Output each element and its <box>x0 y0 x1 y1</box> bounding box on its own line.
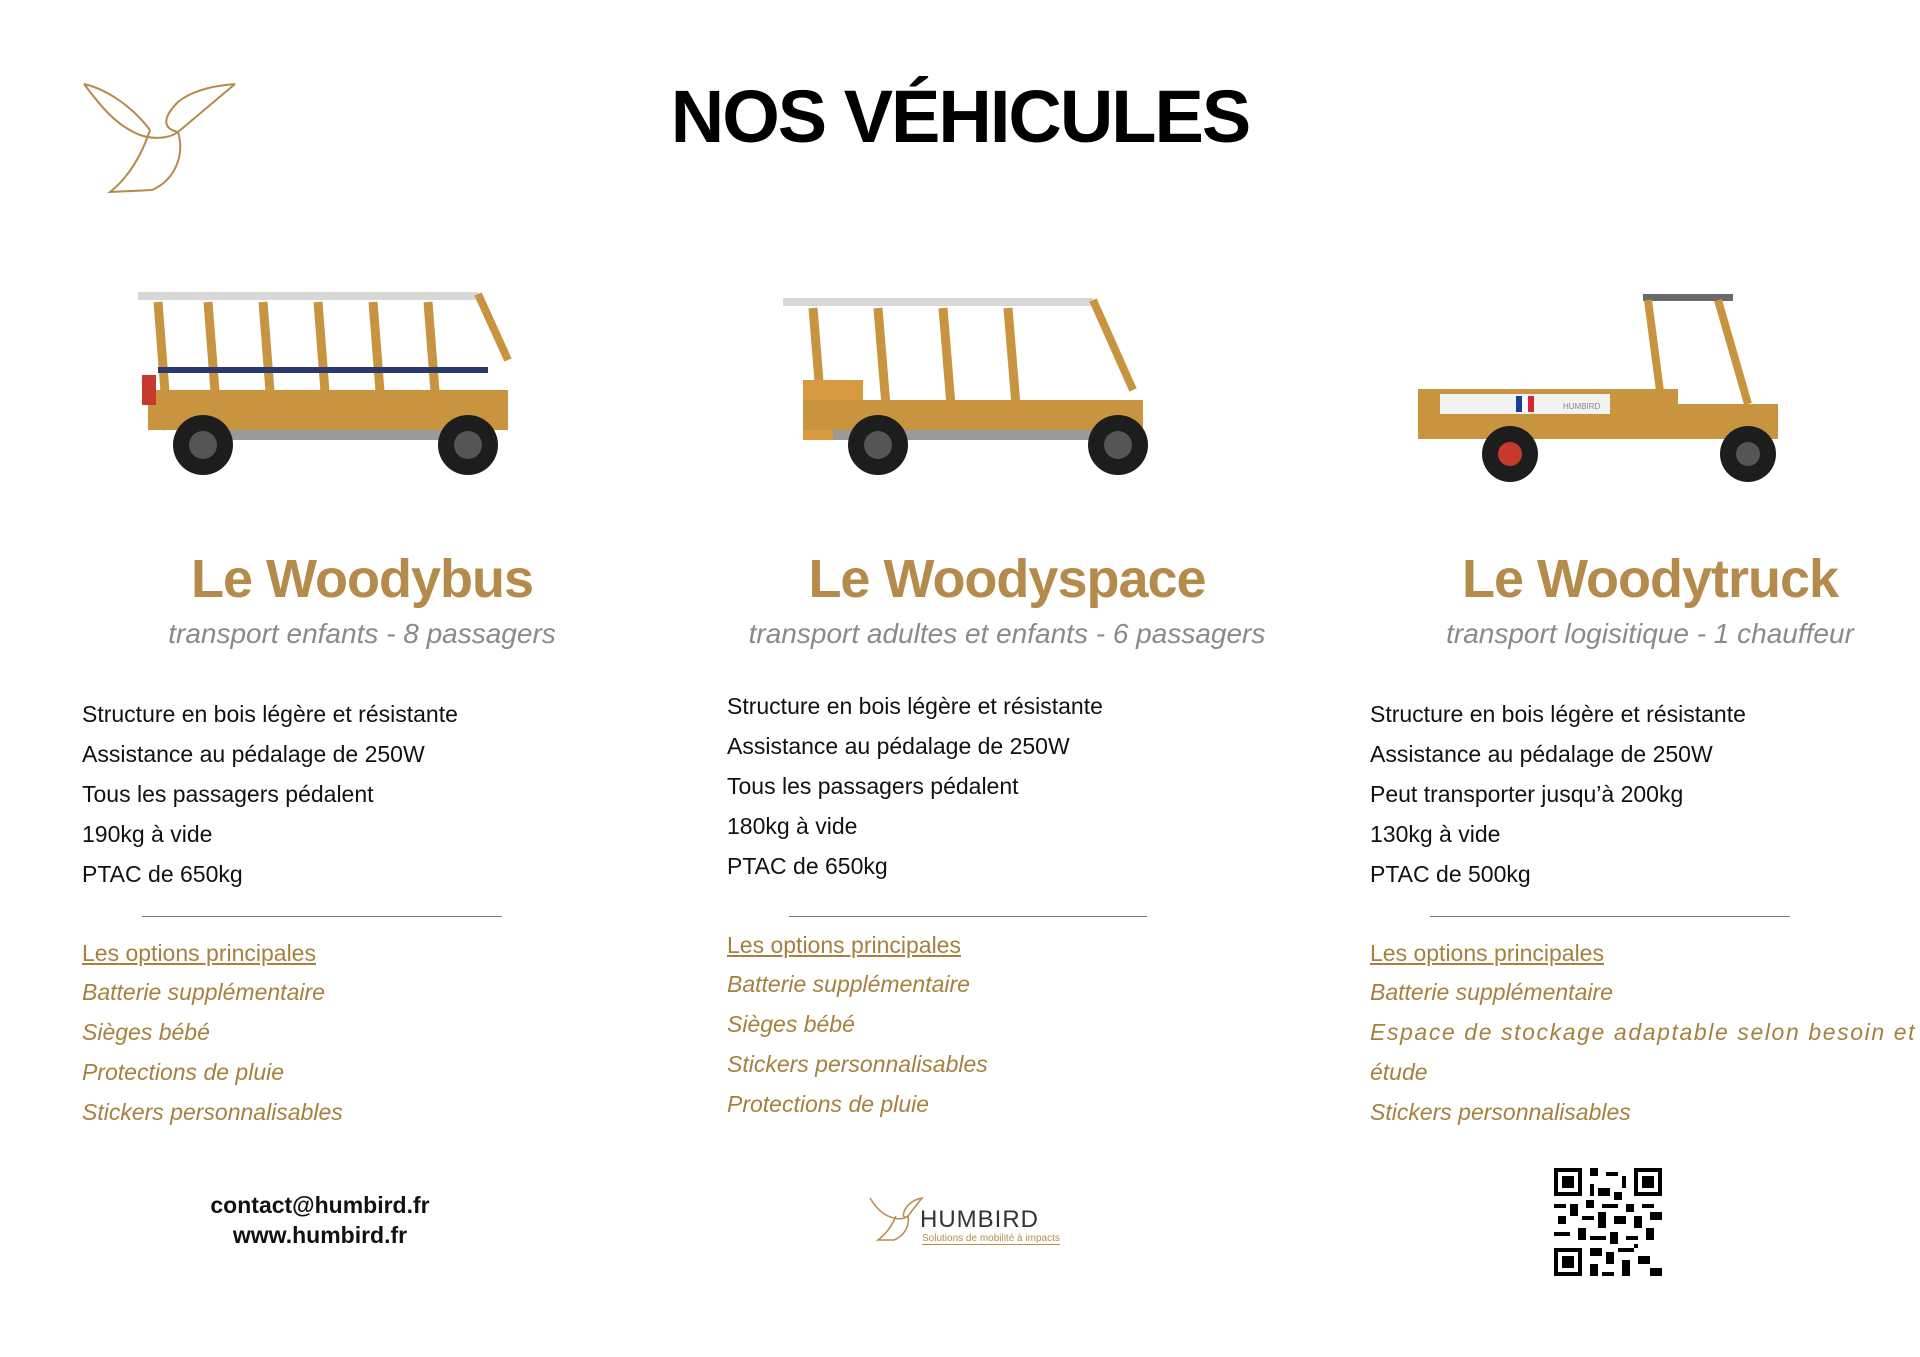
options-title: Les options principales <box>727 932 961 958</box>
vehicle-name: Le Woodybus <box>190 549 533 609</box>
option-item: Batterie supplémentaire <box>82 979 325 1005</box>
divider <box>1430 916 1790 917</box>
option-item: Sièges bébé <box>727 1011 855 1037</box>
spec-item: Structure en bois légère et résistante <box>727 693 1103 719</box>
option-item: Stickers personnalisables <box>1370 1099 1631 1125</box>
option-item: Stickers personnalisables <box>82 1099 343 1125</box>
option-item: Batterie supplémentaire <box>1370 979 1613 1005</box>
vehicle-name: Le Woodyspace <box>808 549 1206 609</box>
spec-item: Tous les passagers pédalent <box>82 781 374 807</box>
spec-item: 190kg à vide <box>82 821 213 847</box>
woodytruck-vehicle-image <box>1418 294 1788 494</box>
spec-item: Assistance au pédalage de 250W <box>727 733 1070 759</box>
options-title: Les options principales <box>1370 940 1604 966</box>
spec-item: 130kg à vide <box>1370 821 1501 847</box>
contact-block <box>155 1190 485 1250</box>
spec-item: Tous les passagers pédalent <box>727 773 1019 799</box>
humbird-footer-logo <box>868 1196 1068 1248</box>
truck-panel-brand: HUMBIRD <box>1563 402 1601 411</box>
woodybus-vehicle-image <box>138 280 518 490</box>
footer-brand: HUMBIRD <box>920 1206 1039 1233</box>
spec-item: PTAC de 500kg <box>1370 861 1531 887</box>
option-item: Protections de pluie <box>727 1091 930 1117</box>
spec-item: Peut transporter jusqu’à 200kg <box>1370 781 1684 807</box>
vehicle-subtitle: transport logisitique - 1 chauffeur <box>1446 618 1854 649</box>
option-item: Batterie supplémentaire <box>727 971 970 997</box>
vehicle-name: Le Woodytruck <box>1461 549 1839 609</box>
spec-item: Structure en bois légère et résistante <box>1370 701 1746 727</box>
footer-tagline: Solutions de mobilité à impacts <box>922 1233 1060 1244</box>
vehicle-subtitle: transport adultes et enfants - 6 passagers <box>748 618 1266 649</box>
contact-email[interactable]: contact@humbird.fr <box>210 1192 430 1218</box>
option-item: Espace de stockage adaptable selon besoin et <box>1370 1019 1917 1045</box>
vehicle-subtitle: transport enfants - 8 passagers <box>168 618 556 649</box>
page-title: NOS VÉHICULES <box>670 75 1250 158</box>
qr-code-icon[interactable] <box>1554 1168 1662 1276</box>
option-item: Protections de pluie <box>82 1059 285 1085</box>
option-item: étude <box>1370 1059 1428 1085</box>
spec-item: 180kg à vide <box>727 813 858 839</box>
options-title: Les options principales <box>82 940 316 966</box>
hummingbird-small-icon <box>868 1196 924 1242</box>
option-item: Sièges bébé <box>82 1019 210 1045</box>
spec-item: PTAC de 650kg <box>82 861 243 887</box>
spec-item: PTAC de 650kg <box>727 853 888 879</box>
divider <box>789 916 1147 917</box>
spec-item: Assistance au pédalage de 250W <box>82 741 425 767</box>
spec-item: Structure en bois légère et résistante <box>82 701 458 727</box>
contact-website[interactable]: www.humbird.fr <box>232 1222 408 1248</box>
spec-item: Assistance au pédalage de 250W <box>1370 741 1713 767</box>
option-item: Stickers personnalisables <box>727 1051 988 1077</box>
woodyspace-vehicle-image <box>783 290 1163 490</box>
divider <box>142 916 502 917</box>
